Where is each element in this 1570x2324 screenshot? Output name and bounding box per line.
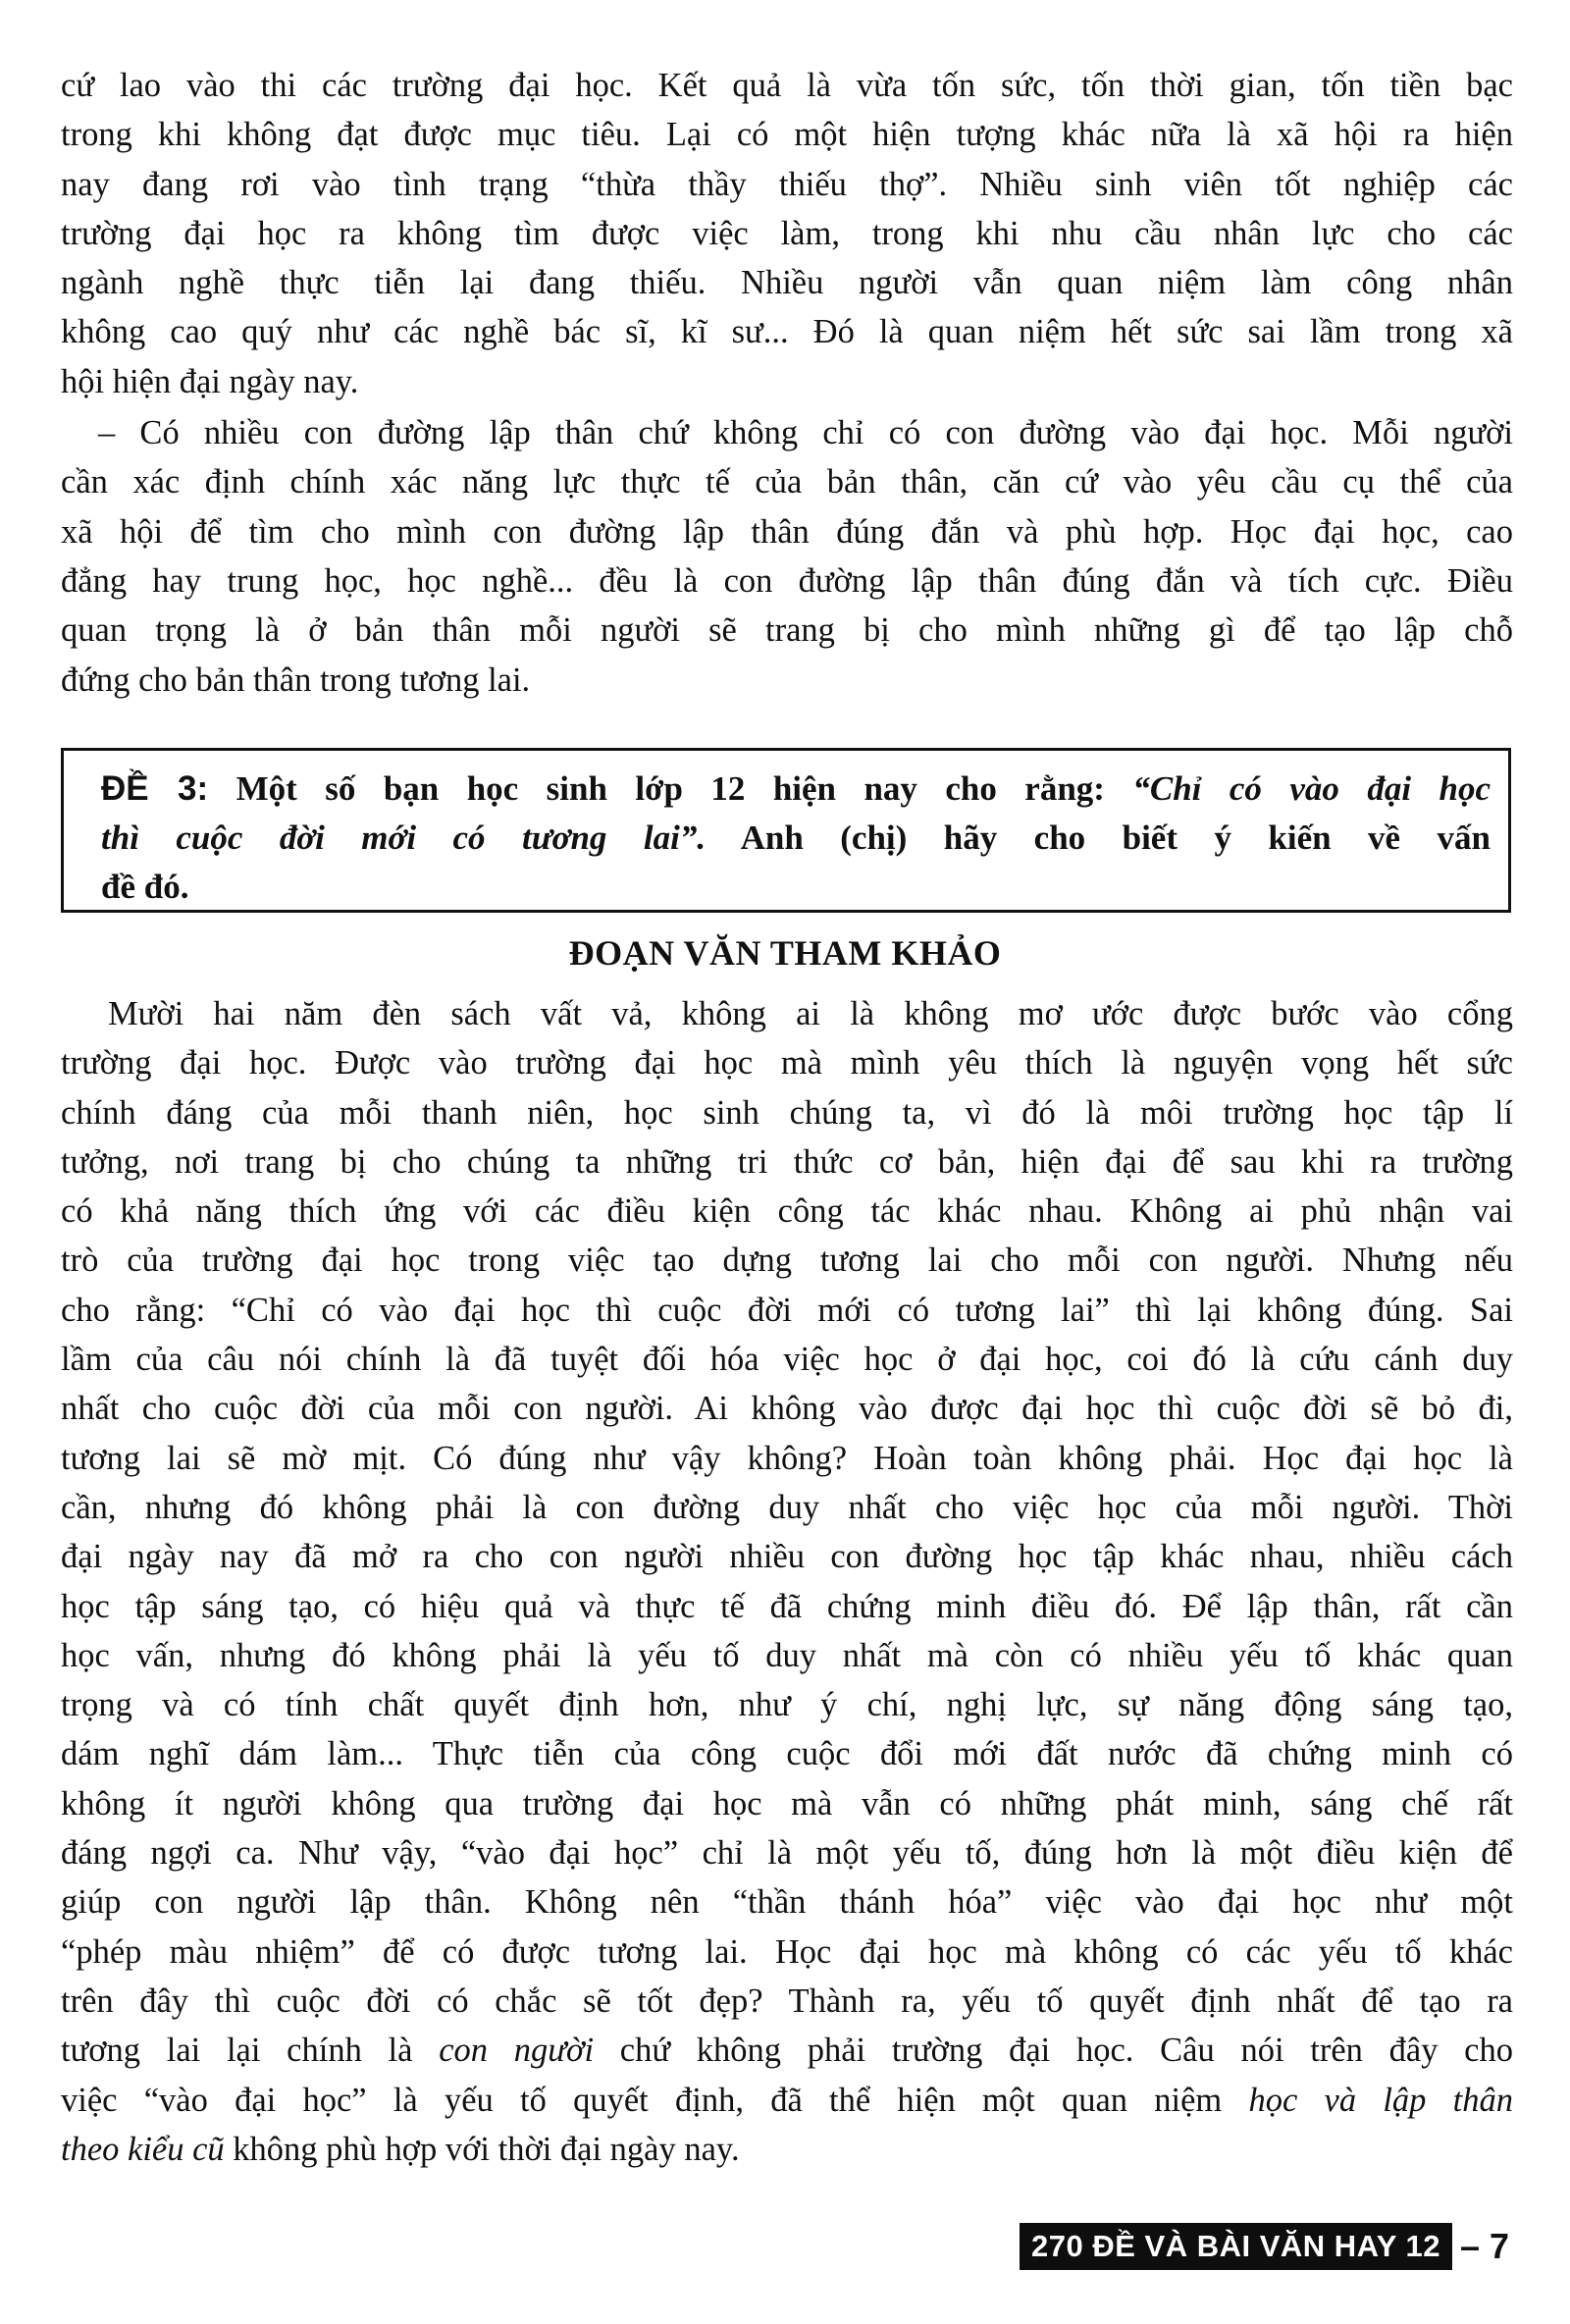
exam-quote: thì cuộc đời mới có tương lai”. <box>101 819 706 857</box>
intro-section <box>61 61 1513 705</box>
text-segment: không phù hợp với thời đại ngày nay. <box>224 2130 740 2168</box>
text-line: xã hội để tìm cho mình con đường lập thân đúng đắn và phù hợp. Học đại học, cao <box>61 512 1513 551</box>
text-segment: tương lai lại chính là <box>61 2032 440 2070</box>
text-line: dám nghĩ dám làm... Thực tiễn của công cuộc đổi mới đất nước đã chứng minh có <box>61 1735 1513 1773</box>
essay-section <box>61 989 1513 2174</box>
exam-line: đề đó. <box>101 868 189 906</box>
section-title: ĐOẠN VĂN THAM KHẢO <box>568 933 1002 973</box>
text-line: học vấn, nhưng đó không phải là yếu tố duy nhất mà còn có nhiều yếu tố khác quan <box>61 1636 1513 1674</box>
exam-line <box>101 814 1491 863</box>
text-line: trọng và có tính chất quyết định hơn, như ý chí, nghị lực, sự năng động sáng tạo, <box>61 1686 1513 1724</box>
text-line: nhất cho cuộc đời của mỗi con người. Ai không vào được đại học thì cuộc đời sẽ bỏ đi, <box>61 1390 1513 1428</box>
emphasis-text: theo kiểu cũ <box>61 2130 225 2168</box>
text-segment: việc “vào đại học” là yếu tố quyết định, đã thể hiện một quan niệm <box>61 2081 1249 2119</box>
text-line: đẳng hay trung học, học nghề... đều là con đường lập thân đúng đắn và tích cực. Điều <box>61 561 1513 600</box>
text-line: – Có nhiều con đường lập thân chứ không chỉ có con đường vào đại học. Mỗi người <box>98 414 1513 452</box>
text-line: nay đang rơi vào tình trạng “thừa thầy thiếu thợ”. Nhiều sinh viên tốt nghiệp các <box>61 165 1513 203</box>
text-line: trường đại học ra không tìm được việc làm, trong khi nhu cầu nhân lực cho các <box>61 214 1513 252</box>
text-line: trò của trường đại học trong việc tạo dựng tương lai cho mỗi con người. Nhưng nếu <box>61 1241 1513 1280</box>
text-segment: chứ không phải trường đại học. Câu nói trên đây cho <box>594 2032 1513 2070</box>
exam-text: Anh (chị) hãy cho biết ý kiến về vấn <box>706 819 1491 857</box>
text-line: cho rằng: “Chỉ có vào đại học thì cuộc đời mới có tương lai” thì lại không đúng. Sai <box>61 1291 1513 1329</box>
bullet-paragraph <box>61 408 1513 705</box>
text-line: đứng cho bản thân trong tương lai. <box>61 660 531 699</box>
text-line <box>61 2125 1513 2174</box>
text-line: đại ngày nay đã mở ra cho con người nhiều con đường học tập khác nhau, nhiều cách <box>61 1538 1513 1576</box>
text-line: trên đây thì cuộc đời có chắc sẽ tốt đẹp? Thành ra, yếu tố quyết định nhất để tạo ra <box>61 1981 1513 2020</box>
page-footer <box>1020 2220 1509 2273</box>
text-line <box>61 2076 1513 2125</box>
text-line: trường đại học. Được vào trường đại học mà mình yêu thích là nguyện vọng hết sức <box>61 1044 1513 1083</box>
text-line: tưởng, nơi trang bị cho chúng ta những tri thức cơ bản, hiện đại để sau khi ra trường <box>61 1142 1513 1181</box>
exam-line <box>101 765 1491 814</box>
text-line: cần, nhưng đó không phải là con đường duy nhất cho việc học của mỗi người. Thời <box>61 1488 1513 1526</box>
text-line: tương lai sẽ mờ mịt. Có đúng như vậy không? Hoàn toàn không phải. Học đại học là <box>61 1439 1513 1477</box>
text-line: cứ lao vào thi các trường đại học. Kết quả là vừa tốn sức, tốn thời gian, tốn tiền bạc <box>61 67 1513 104</box>
text-line: ngành nghề thực tiễn lại đang thiếu. Nhiều người vẫn quan niệm làm công nhân <box>61 264 1513 302</box>
intro-paragraph <box>61 61 1513 406</box>
text-line <box>61 2026 1513 2075</box>
text-line: cần xác định chính xác năng lực thực tế của bản thân, căn cứ vào yêu cầu cụ thể của <box>61 463 1513 502</box>
exam-label: ĐỀ 3: <box>101 769 209 808</box>
page-number: – 7 <box>1459 2226 1509 2266</box>
text-line: “phép màu nhiệm” để có được tương lai. Học đại học mà không có các yếu tố khác <box>61 1932 1513 1971</box>
text-line: giúp con người lập thân. Không nên “thần thánh hóa” việc vào đại học như một <box>61 1883 1513 1922</box>
emphasis-text: con người <box>439 2032 595 2070</box>
text-line: không ít người không qua trường đại học mà vẫn có những phát minh, sáng chế rất <box>61 1784 1513 1822</box>
exam-text: Một số bạn học sinh lớp 12 hiện nay cho rằng: <box>236 769 1133 808</box>
text-line: chính đáng của mỗi thanh niên, học sinh chúng ta, vì đó là môi trường học tập lí <box>61 1093 1513 1132</box>
text-line: Mười hai năm đèn sách vất vả, không ai là không mơ ước được bước vào cổng <box>108 995 1513 1032</box>
text-line: hội hiện đại ngày nay. <box>61 362 359 400</box>
text-line: quan trọng là ở bản thân mỗi người sẽ trang bị cho mình những gì để tạo lập chỗ <box>61 611 1513 650</box>
exam-prompt-box <box>61 748 1511 913</box>
book-title-badge: 270 ĐỀ VÀ BÀI VĂN HAY 12 <box>1020 2223 1452 2270</box>
text-line: có khả năng thích ứng với các điều kiện công tác khác nhau. Không ai phủ nhận vai <box>61 1192 1513 1231</box>
text-line: đáng ngợi ca. Như vậy, “vào đại học” chỉ là một yếu tố, đúng hơn là một điều kiện để <box>61 1834 1513 1873</box>
exam-quote: “Chỉ có vào đại học <box>1132 769 1492 808</box>
emphasis-text: học và lập thân <box>1248 2081 1514 2119</box>
text-line: lầm của câu nói chính là đã tuyệt đối hóa việc học ở đại học, coi đó là cứu cánh duy <box>61 1341 1513 1379</box>
essay-paragraph <box>61 989 1513 2174</box>
text-line: học tập sáng tạo, có hiệu quả và thực tế đã chứng minh điều đó. Để lập thân, rất cần <box>61 1587 1513 1625</box>
text-line: trong khi không đạt được mục tiêu. Lại có một hiện tượng khác nữa là xã hội ra hiện <box>61 116 1513 154</box>
text-line: không cao quý như các nghề bác sĩ, kĩ sư... Đó là quan niệm hết sức sai lầm trong xã <box>61 313 1513 351</box>
